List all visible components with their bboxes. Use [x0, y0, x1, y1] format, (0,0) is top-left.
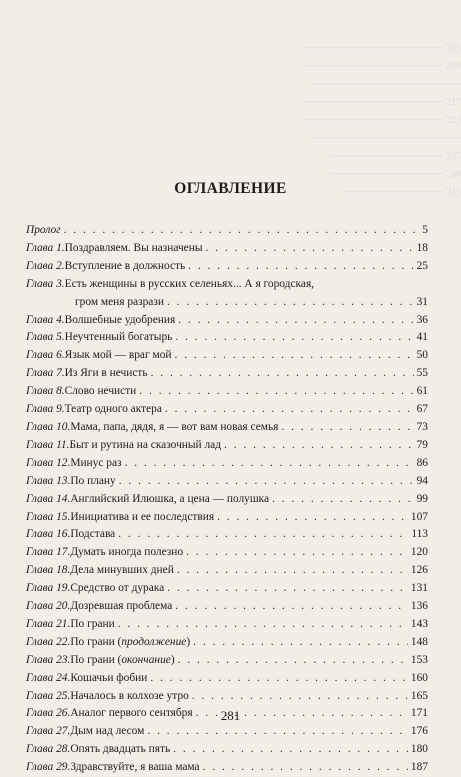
toc-entry: [26, 598, 428, 616]
dot-leader: [118, 526, 408, 544]
chapter-label: Глава 22.: [26, 635, 71, 648]
dot-leader: [178, 652, 408, 670]
dot-leader: [165, 401, 414, 419]
toc-entry-line: [26, 509, 428, 527]
dot-leader: [178, 312, 413, 330]
toc-entry: [26, 616, 428, 634]
chapter-label: Глава 16.: [26, 528, 71, 541]
chapter-label: Глава 21.: [26, 617, 71, 630]
chapter-page: 61: [416, 385, 428, 398]
chapter-title: [70, 723, 144, 741]
toc-entry: [26, 419, 428, 437]
chapter-title: [65, 276, 314, 294]
dot-leader: [272, 491, 414, 509]
dot-leader: [186, 544, 408, 562]
chapter-title: [65, 365, 148, 383]
toc-entry-line: [26, 526, 428, 544]
chapter-title-text: Неучтенный богатырь: [64, 331, 173, 344]
chapter-title-text: Быт и рутина на сказочный лад: [69, 438, 222, 451]
toc-entry: [26, 312, 428, 330]
chapter-title: [70, 455, 121, 473]
toc-entry-line: [26, 365, 428, 383]
chapter-title-italic: продолжение: [121, 635, 187, 648]
toc-entry: [26, 347, 428, 365]
chapter-page: 180: [410, 743, 428, 756]
chapter-title: [70, 759, 199, 777]
chapter-title-text: По грани (: [70, 653, 122, 666]
chapter-page: 113: [411, 528, 428, 541]
chapter-title-text: Кошачьи фобии: [70, 671, 148, 684]
chapter-label: Глава 1.: [26, 241, 65, 254]
chapter-label: Глава 12.: [26, 456, 71, 469]
dot-leader: [206, 240, 414, 258]
toc-entry-line: [26, 222, 428, 240]
chapter-page: 126: [410, 564, 428, 577]
chapter-title: [70, 670, 147, 688]
chapter-title: [65, 312, 176, 330]
chapter-label: Пролог: [26, 224, 61, 236]
chapter-label: Глава 3.: [26, 277, 65, 290]
chapter-title-text: По грани: [70, 617, 115, 630]
chapter-title: [70, 473, 115, 491]
toc-entry-line: [26, 670, 428, 688]
chapter-title: [70, 616, 114, 634]
toc-entry-line: [26, 473, 428, 491]
chapter-title: [65, 401, 162, 419]
toc-entry-line: [26, 741, 428, 759]
toc-entry-line: [26, 598, 428, 616]
toc-entry: [26, 276, 428, 312]
chapter-page: 67: [416, 403, 428, 416]
toc-entry: [26, 723, 428, 741]
chapter-label: Глава 25.: [26, 689, 71, 702]
chapter-label: Глава 19.: [26, 582, 71, 595]
chapter-title-text: Язык мой — враг мой: [64, 349, 172, 362]
dot-leader: [193, 634, 408, 652]
toc-entry-line: [26, 258, 428, 276]
toc-entry-line: [26, 652, 428, 670]
toc-entry: [26, 634, 428, 652]
toc-entry: [26, 759, 428, 777]
toc-heading: ОГЛАВЛЕНИЕ: [174, 180, 287, 197]
toc-entry: [26, 222, 428, 240]
chapter-title: [70, 598, 172, 616]
chapter-title: [70, 419, 278, 437]
dot-leader: [175, 347, 414, 365]
toc-entry: [26, 544, 428, 562]
chapter-title: [70, 634, 190, 652]
toc-entry: [26, 401, 428, 419]
dot-leader: [167, 580, 408, 598]
dot-leader: [64, 222, 420, 240]
chapter-title-text: Здравствуйте, я ваша мама: [70, 761, 200, 774]
toc-entry-line: [26, 544, 428, 562]
chapter-label: Глава 26.: [26, 707, 71, 720]
toc-entry-continuation: [26, 294, 428, 312]
chapter-page: 55: [416, 367, 428, 380]
dot-leader: [147, 723, 408, 741]
chapter-page: 176: [410, 725, 428, 738]
chapter-title-text: Мама, папа, дядя, я — вот вам новая семья: [70, 420, 279, 433]
chapter-title-close: ): [186, 635, 191, 648]
chapter-label: Глава 6.: [26, 349, 65, 362]
toc-entry: [26, 509, 428, 527]
toc-entry: [26, 240, 428, 258]
toc-entry: [26, 437, 428, 455]
chapter-title-text: Английский Илюшка, а цена — полушка: [70, 492, 270, 505]
chapter-page: 41: [416, 331, 428, 344]
toc-entry-line: [26, 276, 428, 294]
chapter-title: [65, 329, 173, 347]
chapter-title: [65, 383, 137, 401]
toc-entry-line: [26, 455, 428, 473]
toc-entry: [26, 383, 428, 401]
chapter-page: 120: [410, 546, 428, 559]
chapter-title: [70, 562, 173, 580]
chapter-page: 148: [410, 635, 428, 648]
chapter-page: 187: [410, 761, 428, 774]
chapter-title-text: Минус раз: [70, 456, 122, 469]
toc-entry: [26, 741, 428, 759]
chapter-title-text: Из Яги в нечисть: [64, 367, 148, 380]
chapter-label: Глава 5.: [26, 331, 65, 344]
toc-entry-line: [26, 240, 428, 258]
dot-leader: [173, 741, 408, 759]
dot-leader: [125, 455, 414, 473]
chapter-title: [65, 347, 172, 365]
chapter-title-text: По плану: [70, 474, 116, 487]
bleed-through-text: ──────────────────── 205 ──────────────────── 209 ───────────────────── ──────────────────── 217 ──────────────────── 223 ───────────────────── ──────────────── 235 ──────────────── 240 ────────────── 245: [301, 43, 461, 198]
toc-entry-line: [26, 616, 428, 634]
toc-entry: [26, 562, 428, 580]
chapter-label: Глава 18.: [26, 564, 71, 577]
dot-leader: [175, 598, 408, 616]
chapter-title: [70, 652, 174, 670]
toc-entry-line: [26, 312, 428, 330]
dot-leader: [224, 437, 414, 455]
chapter-title-text: Вступление в должность: [64, 259, 186, 272]
chapter-label: Глава 14.: [26, 492, 71, 505]
chapter-title-text: Инициатива и ее последствия: [70, 510, 215, 523]
dot-leader: [150, 670, 408, 688]
chapter-label: Глава 29.: [26, 761, 71, 774]
chapter-label: Глава 9.: [26, 403, 65, 416]
toc-list: [26, 222, 428, 777]
chapter-label: Глава 7.: [26, 367, 65, 380]
chapter-page: 153: [410, 653, 428, 666]
chapter-page: 73: [416, 420, 428, 433]
dot-leader: [139, 383, 413, 401]
chapter-page: 5: [422, 224, 428, 236]
toc-entry: [26, 258, 428, 276]
chapter-label: Глава 23.: [26, 653, 71, 666]
chapter-page: 165: [410, 689, 428, 702]
chapter-title-text: Началось в колхозе утро: [70, 689, 189, 702]
toc-entry-line: [26, 580, 428, 598]
chapter-page: 36: [416, 313, 428, 326]
chapter-page: 131: [410, 582, 428, 595]
chapter-title: [69, 437, 221, 455]
toc-entry: [26, 526, 428, 544]
chapter-page: 94: [416, 474, 428, 487]
chapter-title-text: Думать иногда полезно: [70, 546, 184, 559]
toc-entry-line: [26, 688, 428, 706]
chapter-page: 31: [416, 295, 428, 308]
chapter-label: Глава 20.: [26, 600, 71, 613]
toc-entry-line: [26, 723, 428, 741]
chapter-page: 143: [410, 617, 428, 630]
chapter-title-text: Слово нечисти: [64, 385, 137, 398]
toc-entry: [26, 365, 428, 383]
chapter-page: 107: [410, 510, 428, 523]
dot-leader: [192, 688, 408, 706]
chapter-label: Глава 11.: [26, 438, 70, 451]
dot-leader: [217, 509, 408, 527]
chapter-page: 79: [416, 438, 428, 451]
chapter-label: Глава 17.: [26, 546, 71, 559]
chapter-title: [70, 544, 183, 562]
chapter-label: Глава 8.: [26, 385, 65, 398]
toc-entry: [26, 652, 428, 670]
chapter-title-text: Подстава: [70, 528, 116, 541]
toc-entry: [26, 670, 428, 688]
chapter-title-text: Дым над лесом: [70, 725, 145, 738]
toc-entry: [26, 688, 428, 706]
chapter-label: Глава 2.: [26, 259, 65, 272]
toc-entry-line: [26, 329, 428, 347]
toc-entry: [26, 455, 428, 473]
chapter-title: [70, 509, 214, 527]
chapter-label: Глава 10.: [26, 420, 71, 433]
chapter-page: 99: [416, 492, 428, 505]
toc-entry: [26, 580, 428, 598]
chapter-title-text: Дела минувших дней: [70, 564, 174, 577]
toc-entry-line: [26, 419, 428, 437]
chapter-title-text: Опять двадцать пять: [70, 743, 171, 756]
toc-entry-line: [26, 562, 428, 580]
chapter-label: Глава 15.: [26, 510, 71, 523]
chapter-label: Глава 4.: [26, 313, 65, 326]
chapter-title-text: Театр одного актера: [64, 403, 162, 416]
chapter-page: 50: [416, 349, 428, 362]
dot-leader: [188, 258, 413, 276]
dot-leader: [118, 616, 408, 634]
chapter-page: 160: [410, 671, 428, 684]
dot-leader: [119, 473, 414, 491]
chapter-title-text: По грани (: [70, 635, 122, 648]
chapter-title-text: Средство от дурака: [70, 582, 165, 595]
dot-leader: [175, 329, 413, 347]
toc-entry: [26, 473, 428, 491]
toc-entry: [26, 329, 428, 347]
chapter-title: [65, 240, 203, 258]
chapter-page: 86: [416, 456, 428, 469]
chapter-title: [70, 526, 115, 544]
dot-leader: [203, 759, 408, 777]
toc-entry-line: [26, 759, 428, 777]
chapter-label: Глава 28.: [26, 743, 71, 756]
chapter-page: 18: [416, 241, 428, 254]
dot-leader: [281, 419, 413, 437]
chapter-title: [65, 258, 186, 276]
chapter-label: Глава 24.: [26, 671, 71, 684]
toc-entry-line: [26, 347, 428, 365]
chapter-title-close: ): [170, 653, 175, 666]
chapter-title: [70, 491, 269, 509]
toc-entry-line: [26, 491, 428, 509]
chapter-label: Глава 13.: [26, 474, 71, 487]
toc-entry-line: [26, 634, 428, 652]
chapter-title-text: Аналог первого сентября: [70, 707, 193, 720]
chapter-title: [70, 741, 170, 759]
dot-leader: [167, 294, 414, 312]
page-number: 281: [220, 708, 241, 723]
toc-entry: [26, 491, 428, 509]
chapter-page: 25: [416, 259, 428, 272]
chapter-page: 171: [410, 707, 428, 720]
dot-leader: [151, 365, 414, 383]
dot-leader: [177, 562, 408, 580]
toc-entry-line: [26, 383, 428, 401]
chapter-title-continuation: гром меня разрази: [75, 295, 164, 308]
chapter-page: 136: [410, 600, 428, 613]
toc-entry-line: [26, 437, 428, 455]
chapter-title-text: Поздравляем. Вы назначены: [64, 241, 203, 254]
toc-entry-line: [26, 401, 428, 419]
chapter-title: [70, 580, 164, 598]
chapter-title: [70, 688, 188, 706]
chapter-title-text: Дозревшая проблема: [70, 600, 173, 613]
chapter-title-text: Волшебные удобрения: [64, 313, 176, 326]
chapter-label: Глава 27.: [26, 725, 71, 738]
chapter-title-text: Есть женщины в русских селеньях... А я городская,: [64, 277, 315, 290]
chapter-title-italic: окончание: [121, 653, 171, 666]
